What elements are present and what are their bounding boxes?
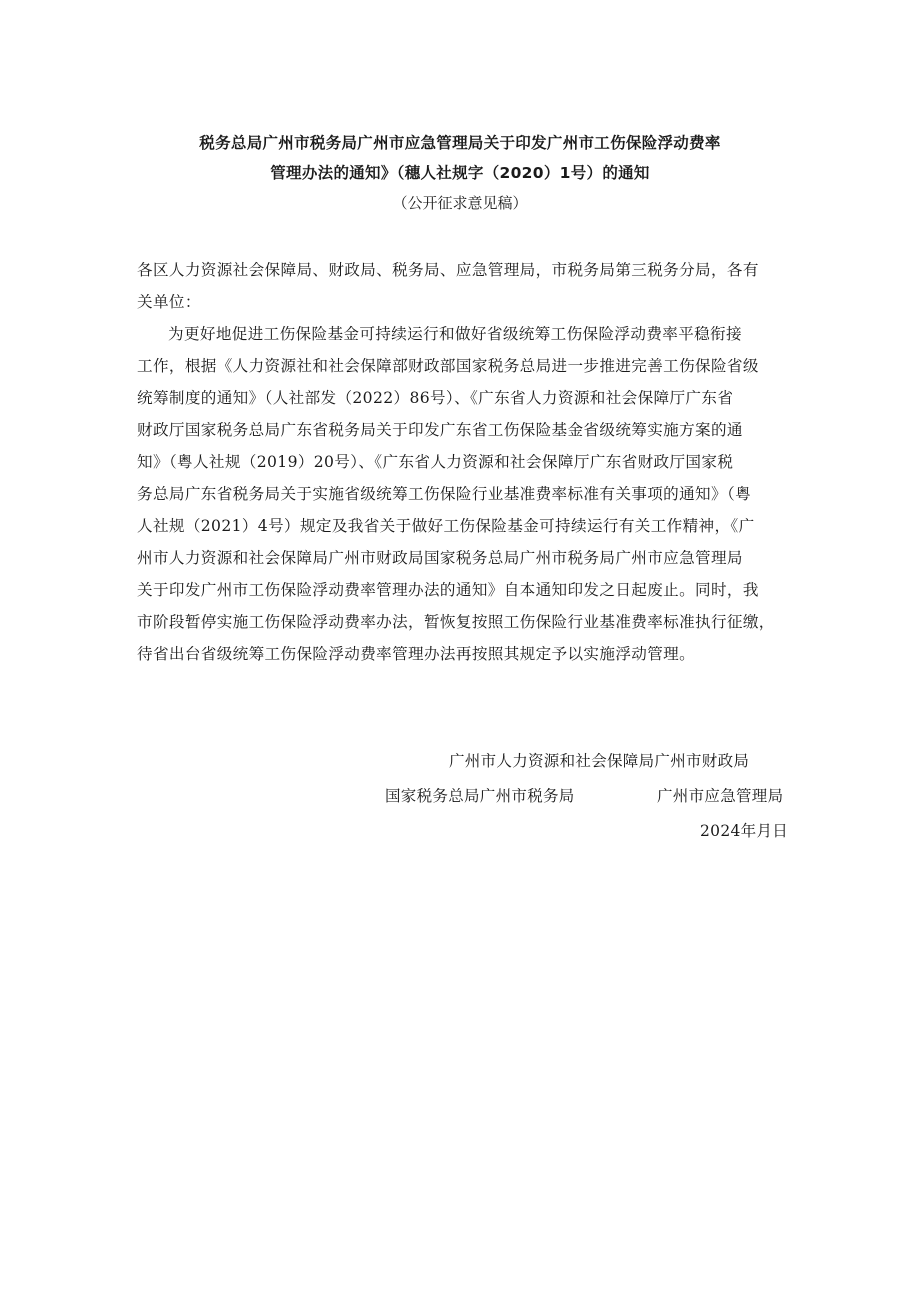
salutation-line-1: 各区人力资源社会保障局、财政局、税务局、应急管理局，市税务局第三税务分局，各有 [137, 261, 759, 279]
document-title-line-1: 税务总局广州市税务局广州市应急管理局关于印发广州市工伤保险浮动费率 [199, 134, 721, 152]
paragraph-line: 知》（粤人社规（2019）20号）、《广东省人力资源和社会保障厅广东省财政厅国家税 [137, 453, 734, 471]
paragraph-line: 务总局广东省税务局关于实施省级统筹工伤保险行业基准费率标准有关事项的通知》（粤 [137, 485, 752, 503]
signature-issuer-tax-bureau: 国家税务总局广州市税务局 [385, 787, 575, 805]
signature-date: 2024年月日 [700, 822, 789, 840]
signature-issuer-line-1: 广州市人力资源和社会保障局广州市财政局 [449, 752, 750, 770]
document-subtitle: （公开征求意见稿） [392, 194, 528, 212]
paragraph-line: 为更好地促进工伤保险基金可持续运行和做好省级统筹工伤保险浮动费率平稳衔接 [168, 325, 742, 343]
paragraph-line: 关于印发广州市工伤保险浮动费率管理办法的通知》自本通知印发之日起废止。同时，我 [137, 581, 759, 599]
paragraph-line: 统筹制度的通知》（人社部发（2022）86号）、《广东省人力资源和社会保障厅广东省 [137, 389, 734, 407]
document-title-line-2: 管理办法的通知》（穗人社规字（2020）1号）的通知 [270, 164, 650, 182]
paragraph-line: 工作，根据《人力资源社和社会保障部财政部国家税务总局进一步推进完善工伤保险省级 [137, 357, 759, 375]
paragraph-line: 财政厅国家税务总局广东省税务局关于印发广东省工伤保险基金省级统筹实施方案的通 [137, 421, 743, 439]
paragraph-line: 待省出台省级统筹工伤保险浮动费率管理办法再按照其规定予以实施浮动管理。 [137, 645, 696, 663]
signature-issuer-emergency-bureau: 广州市应急管理局 [657, 787, 784, 805]
paragraph-line: 人社规（2021）4号）规定及我省关于做好工伤保险基金可持续运行有关工作精神，《广 [137, 517, 755, 535]
salutation-line-2: 关单位： [137, 293, 201, 311]
paragraph-line: 市阶段暂停实施工伤保险浮动费率办法，暂恢复按照工伤保险行业基准费率标准执行征缴， [137, 613, 775, 631]
paragraph-line: 州市人力资源和社会保障局广州市财政局国家税务总局广州市税务局广州市应急管理局 [137, 549, 743, 567]
